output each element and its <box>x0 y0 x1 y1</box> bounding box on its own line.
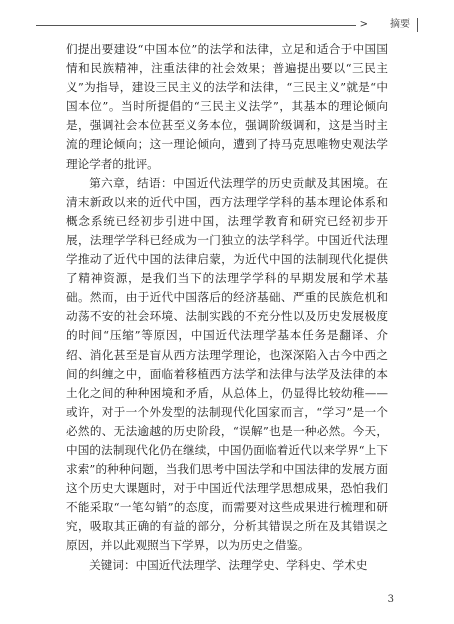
page-number: 3 <box>387 594 394 605</box>
body-text <box>66 40 388 575</box>
keywords: 关键词：中国近代法理学、法理学史、学科史、学术史 <box>89 557 368 572</box>
header-section-label: 摘要 <box>390 19 410 30</box>
header-rule <box>36 25 356 26</box>
paragraph-chapter-six: 第六章，结语：中国近代法理学的历史贡献及其困境。在清末新政以来的近代中国，西方法理学学科的基本理论体系和概念系统已经初步引进中国，法理学教育和研究已经初步开展，法理学学科已经成为一门独立的法学科学。中国近代法理学推动了近代中国的法律启蒙，为近代中国的法制现代化提供了精神资源，是我们当下的法理学学科的早期发展和学术基础。然而，由于近代中国落后的经济基础、严重的民族危机和动荡不安的社会环境、法制实践的不充分性以及历史发展极度的时间“压缩”等原因，中国近代法理学基本任务是翻译、介绍、消化甚至是盲从西方法理学理论，也深深陷入古今中西之间的纠缠之中，面临着移植西方法学和法律与法学及法律的本土化之间的种种困境和矛盾，从总体上，仍显得比较幼稚——或许，对于一个外发型的法制现代化国家而言，“学习”是一个必然的、无法逾越的历史阶段，“误解”也是一种必然。今天，中国的法制现代化仍在继续，中国仍面临着近代以来学界“上下求索”的种种问题，当我们思考中国法学和中国法律的发展方面这个历史大课题时，对于中国近代法理学思想成果，恐怕我们不能采取“一笔勾销”的态度，而需要对这些成果进行梳理和研究，吸取其正确的有益的部分，分析其错误之所在及其错误之原因，并以此观照当下学界，以为历史之借鉴。 <box>66 175 388 553</box>
running-header <box>36 18 418 32</box>
header-bar <box>417 18 418 32</box>
chevron-right-icon: > <box>359 19 368 30</box>
paragraph-continuation: 们提出要建设“中国本位”的法学和法律，立足和适合于中国国情和民族精神，注重法律的社会效果；普遍提出要以“三民主义”为指导，建设三民主义的法学和法律，“三民主义”就是“中国本位”。当时所提倡的“三民主义法学”，其基本的理论倾向是，强调社会本位甚至义务本位，强调阶级调和，这是当时主流的理论倾向；这一理论倾向，遭到了持马克思唯物史观法学理论学者的批评。 <box>66 42 388 171</box>
